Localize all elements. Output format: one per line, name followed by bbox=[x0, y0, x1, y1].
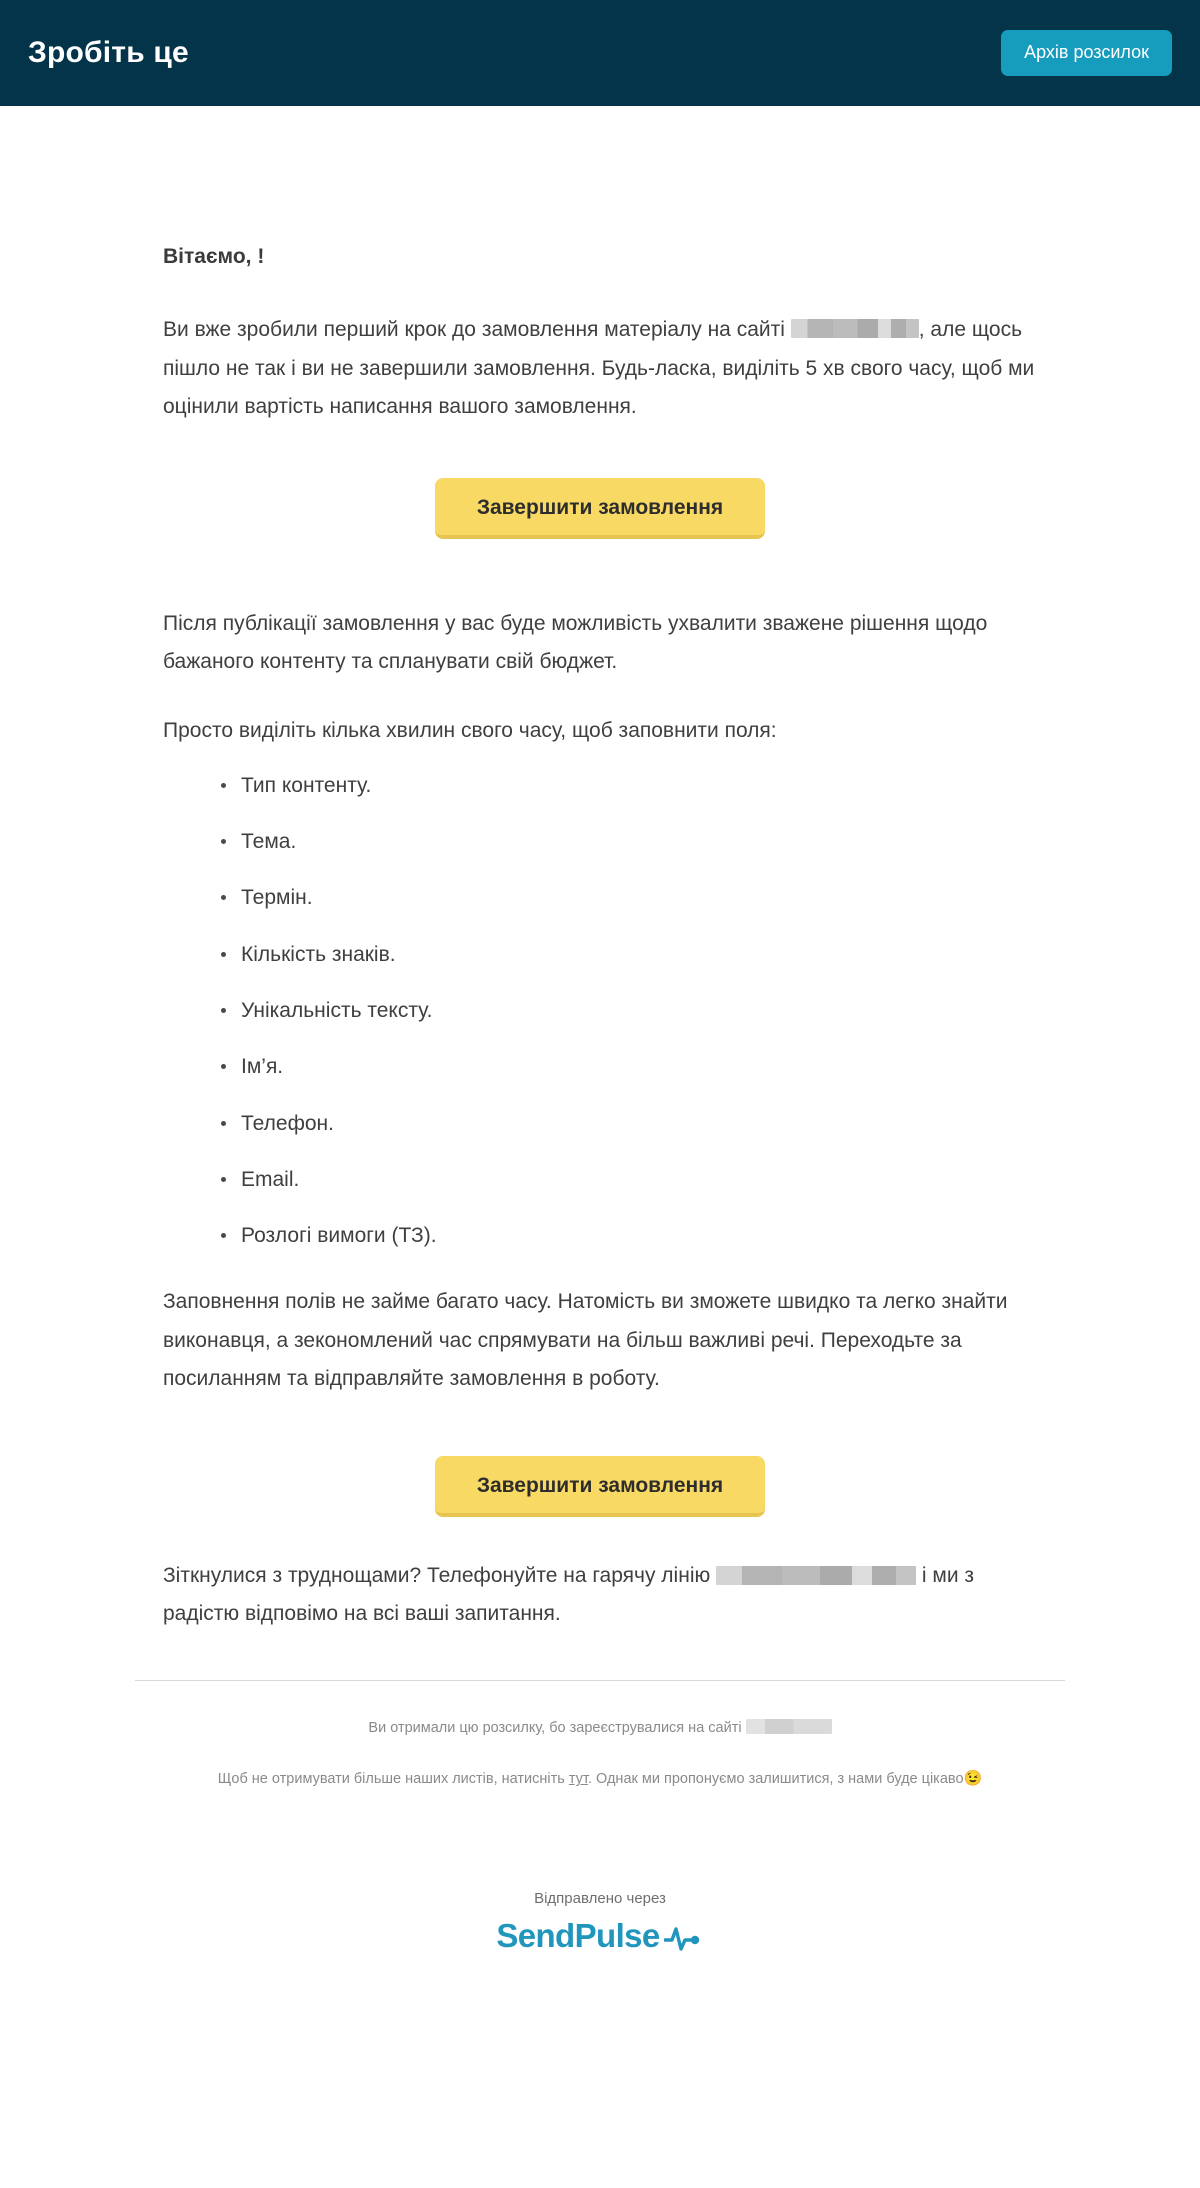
email-topbar bbox=[0, 0, 1200, 106]
hotline-text-before-number: Зіткнулися з труднощами? Телефонуйте на гарячу лінію bbox=[163, 1564, 711, 1588]
intro-text-before-site: Ви вже зробили перший крок до замовлення матеріалу на сайті bbox=[163, 318, 785, 342]
subscription-reason bbox=[75, 1717, 1125, 1740]
list-item: Ім’я. bbox=[221, 1053, 1037, 1080]
redacted-phone-number bbox=[716, 1566, 916, 1585]
list-item: Email. bbox=[221, 1166, 1037, 1193]
page-title: Зробіть це bbox=[28, 36, 189, 69]
complete-order-button-secondary[interactable]: Завершити замовлення bbox=[435, 1456, 765, 1517]
primary-cta-container bbox=[163, 478, 1037, 539]
unsubscribe-link[interactable]: тут bbox=[568, 1771, 588, 1788]
email-footer bbox=[75, 1681, 1125, 1955]
redacted-footer-site bbox=[746, 1719, 832, 1734]
wink-emoji: 😉 bbox=[963, 1770, 983, 1788]
list-item: Кількість знаків. bbox=[221, 941, 1037, 968]
intro-paragraph bbox=[163, 311, 1037, 426]
required-fields-list bbox=[163, 772, 1037, 1250]
pulse-icon bbox=[664, 1925, 704, 1951]
complete-order-button-primary[interactable]: Завершити замовлення bbox=[435, 478, 765, 539]
unsubscribe-text-before-link: Щоб не отримувати більше наших листів, натисніть bbox=[217, 1771, 565, 1788]
list-item: Розлогі вимоги (ТЗ). bbox=[221, 1222, 1037, 1249]
unsubscribe-text-after-link: . Однак ми пропонуємо залишитися, з нами буде цікаво bbox=[587, 1771, 964, 1788]
list-item: Унікальність тексту. bbox=[221, 997, 1037, 1024]
greeting-text: Вітаємо, ! bbox=[163, 245, 265, 268]
list-intro-paragraph: Просто виділіть кілька хвилин свого часу, щоб заповнити поля: bbox=[163, 718, 777, 742]
sendpulse-logo[interactable] bbox=[75, 1917, 1125, 1955]
intro-text-after-site: , але щось пішло не так і ви не завершили замовлення. Будь-ласка, виділіть 5 хв свого часу, щоб ми оцінили вартість написання вашого замовлення. bbox=[163, 318, 1035, 418]
unsubscribe-line bbox=[165, 1766, 1035, 1792]
list-item: Тема. bbox=[221, 828, 1037, 855]
secondary-cta-container bbox=[163, 1456, 1037, 1517]
benefits-paragraph: Після публікації замовлення у вас буде можливість ухвалити зважене рішення щодо бажаного контенту та спланувати свій бюджет. bbox=[163, 612, 988, 674]
sendpulse-logo-text: SendPulse bbox=[496, 1917, 660, 1955]
hotline-paragraph bbox=[163, 1557, 1037, 1633]
email-content-column bbox=[135, 242, 1065, 1634]
hotline-text-after-number: і ми з радістю відповімо на всі ваші запитання. bbox=[163, 1564, 975, 1626]
sent-via-label: Відправлено через bbox=[534, 1890, 666, 1908]
archive-button[interactable]: Архів розсилок bbox=[1001, 30, 1172, 77]
email-content-area bbox=[0, 106, 1200, 2002]
closing-paragraph: Заповнення полів не займе багато часу. Натомість ви зможете швидко та легко знайти виконавця, а зекономлений час спрямувати на більш важливі речі. Переходьте за посиланням та відправляйте замовлення в роботу. bbox=[163, 1290, 1008, 1390]
list-item: Тип контенту. bbox=[221, 772, 1037, 799]
sent-via-block bbox=[75, 1888, 1125, 1955]
bottom-spacer bbox=[0, 1952, 1200, 2002]
list-item: Термін. bbox=[221, 884, 1037, 911]
list-item: Телефон. bbox=[221, 1110, 1037, 1137]
redacted-site-name bbox=[791, 319, 919, 338]
subscription-reason-text: Ви отримали цю розсилку, бо зареєструвалися на сайті bbox=[368, 1719, 742, 1736]
